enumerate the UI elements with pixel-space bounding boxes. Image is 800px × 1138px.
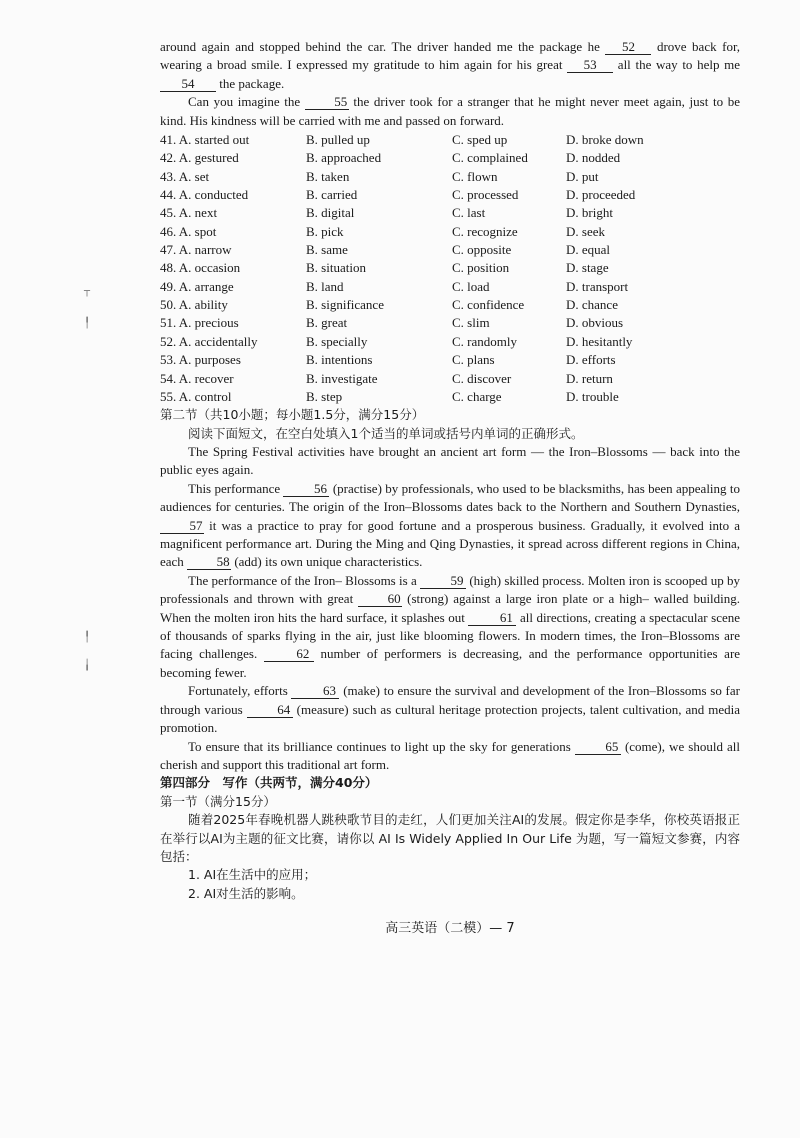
blank-65: 65 [575, 740, 621, 755]
blank-56: 56 [283, 482, 329, 497]
part-4-subheading: 第一节（满分15分） [160, 793, 276, 809]
scan-mark-icon: ╽ [84, 660, 91, 671]
exam-page [160, 38, 740, 936]
scan-mark-icon: ╿ [84, 632, 91, 643]
blank-63: 63 [291, 684, 339, 699]
iron-blossoms-paragraph-5: To ensure that its brilliance continues to light up the sky for generations 65 (come), we should all cherish and support this traditional art form. [160, 738, 740, 772]
writing-point-1: 1. AI在生活中的应用； [188, 867, 317, 883]
option-row: 55. A. control B. step C. charge D. trouble [160, 388, 619, 404]
iron-blossoms-paragraph-2: This performance 56 (practise) by professionals, who used to be blacksmiths, has been appealing to audiences for centuries. The origin of the Iron–Blossoms dates back to the Northern and Southern Dynasties, 57 it was a practice to pray for good fortune and a prosperous business. Gradually, it evolved into a magnificent performance art. During the Ming and Qing Dynasties, it spread across different regions in China, each 58 (add) its own unique characteristics. [160, 480, 741, 570]
page-footer: 高三英语（二模）— 7 [385, 921, 515, 937]
option-row: 52. A. accidentally B. specially C. randomly D. hesitantly [160, 333, 633, 349]
option-row: 45. A. next B. digital C. last D. bright [160, 205, 613, 221]
passage-end-paragraph-2: Can you imagine the 55 the driver took for a stranger that he might never meet again, just to be kind. His kindness will be carried with me and passed on forward. [160, 94, 740, 128]
option-row: 44. A. conducted B. carried C. processed D. proceeded [160, 187, 636, 203]
blank-60: 60 [358, 592, 402, 607]
option-row: 46. A. spot B. pick C. recognize D. seek [160, 223, 605, 239]
writing-prompt: 随着2025年春晚机器人跳秧歌节目的走红，人们更加关注AI的发展。假定你是李华，你校英语报正在举行以AI为主题的征文比赛，请你以 AI Is Widely Applied In Our Life 为题，写一篇短文参赛，内容包括： [160, 812, 740, 864]
option-row: 53. A. purposes B. intentions C. plans D. efforts [160, 352, 616, 368]
blank-64: 64 [247, 703, 293, 718]
option-row: 54. A. recover B. investigate C. discover D. return [160, 370, 613, 386]
blank-54: 54 [160, 77, 216, 92]
section-2-heading: 第二节（共10小题；每小题1.5分，满分15分） [160, 407, 425, 423]
blank-55: 55 [305, 95, 349, 110]
option-row: 51. A. precious B. great C. slim D. obvious [160, 315, 624, 331]
option-row: 41. A. started out B. pulled up C. sped up D. broke down [160, 132, 644, 148]
passage-end-paragraph-1: around again and stopped behind the car. The driver handed me the package he 52 drove back for, wearing a broad smile. I expressed my gratitude to him again for his great 53 all the way to help me 54 the package. [160, 39, 741, 91]
iron-blossoms-paragraph-1: The Spring Festival activities have brought an ancient art form — the Iron–Blossoms — back into the public eyes again. [160, 444, 740, 478]
option-row: 47. A. narrow B. same C. opposite D. equal [160, 242, 611, 258]
option-row: 42. A. gestured B. approached C. complained D. nodded [160, 150, 621, 166]
blank-61: 61 [468, 611, 516, 626]
blank-52: 52 [605, 40, 651, 55]
blank-58: 58 [187, 555, 231, 570]
blank-62: 62 [264, 647, 314, 662]
answer-options-table [160, 131, 740, 406]
writing-point-2: 2. AI对生活的影响。 [188, 885, 304, 901]
option-row: 49. A. arrange B. land C. load D. transport [160, 278, 629, 294]
iron-blossoms-paragraph-4: Fortunately, efforts 63 (make) to ensure the survival and development of the Iron–Blossoms so far through various 64 (measure) such as cultural heritage protection projects, talent cultivation, and media promotion. [160, 683, 741, 736]
scan-mark-icon: ┬ [84, 286, 91, 297]
option-row: 48. A. occasion B. situation C. position D. stage [160, 260, 609, 276]
option-row: 43. A. set B. taken C. flown D. put [160, 168, 599, 184]
iron-blossoms-paragraph-3: The performance of the Iron– Blossoms is a 59 (high) skilled process. Molten iron is scooped up by professionals and thrown with great 60 (strong) against a large iron plate or a high– walled building. When the molten iron hits the hard surface, it splashes out 61 all directions, creating a spectacular scene of thousands of sparks flying in the air, just like blooming flowers. In modern times, the Iron–Blossoms are facing challenges. 62 number of performers is decreasing, and the performance opportunities are becoming fewer. [160, 572, 741, 680]
blank-57: 57 [160, 519, 204, 534]
blank-53: 53 [567, 58, 613, 73]
scan-mark-icon: ╿ [84, 318, 91, 329]
section-2-instruction: 阅读下面短文，在空白处填入1个适当的单词或括号内单词的正确形式。 [188, 425, 584, 441]
blank-59: 59 [420, 574, 466, 589]
part-4-heading: 第四部分 写作（共两节，满分40分） [160, 775, 378, 791]
option-row: 50. A. ability B. significance C. confidence D. chance [160, 297, 618, 313]
